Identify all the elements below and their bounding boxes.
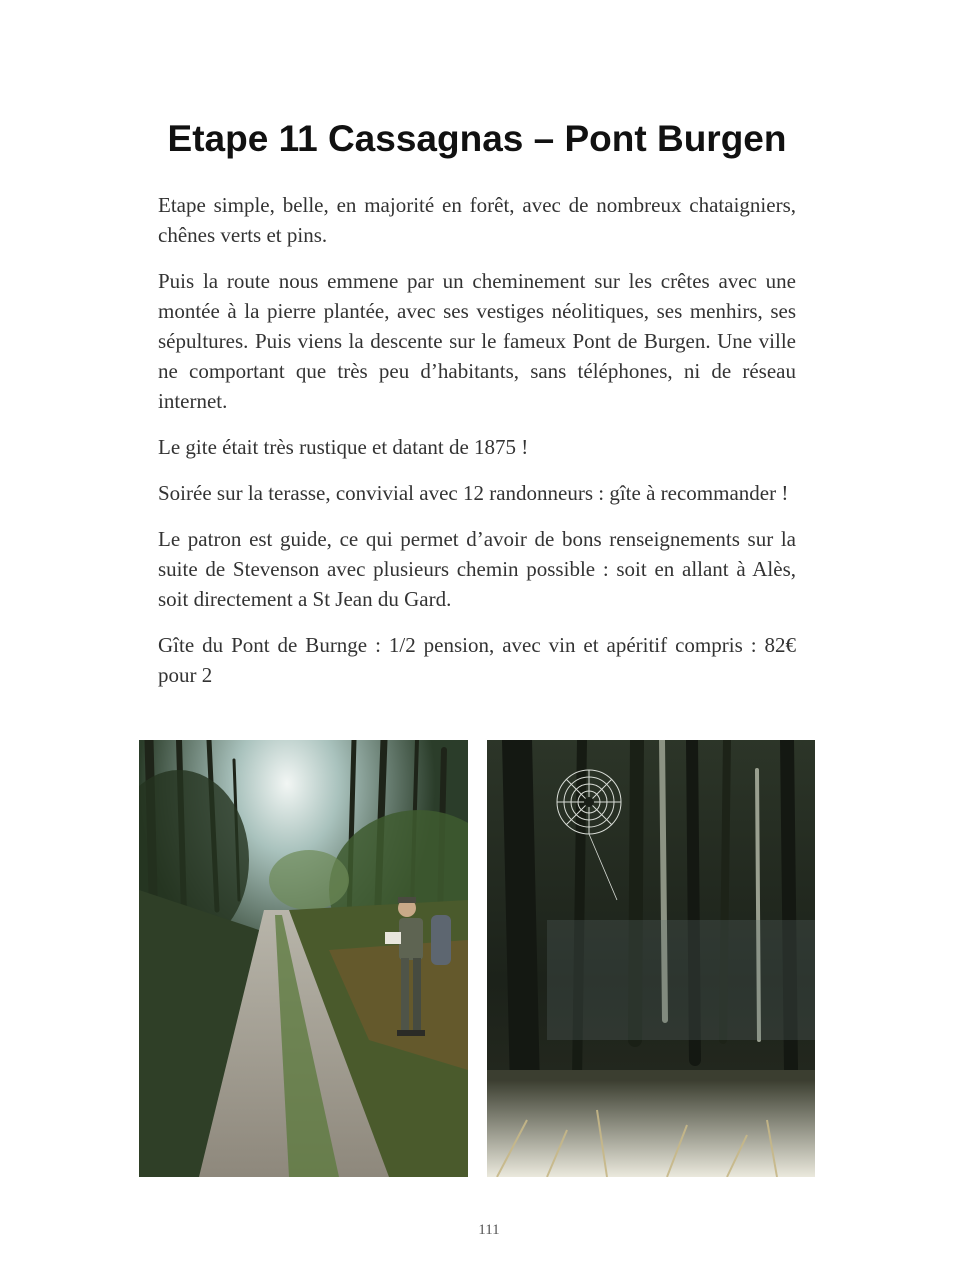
paragraph-3: Le gite était très rustique et datant de 1875 ! bbox=[158, 435, 529, 459]
paragraph-1: Etape simple, belle, en majorité en forêt, avec de nombreux chataigniers, chênes verts et pins. bbox=[158, 193, 796, 247]
paragraph-5: Le patron est guide, ce qui permet d’avoir de bons renseignements sur la suite de Stevenson avec plusieurs chemin possible : soit en allant à Alès, soit directement a St Jean du Gard. bbox=[158, 527, 796, 611]
paragraph-4: Soirée sur la terasse, convivial avec 12 randonneurs : gîte à recommander ! bbox=[158, 481, 789, 505]
photo-spider-web bbox=[487, 740, 815, 1177]
page-title: Etape 11 Cassagnas – Pont Burgen bbox=[167, 118, 787, 159]
forest-path-image bbox=[139, 740, 468, 1177]
paragraph-2: Puis la route nous emmene par un cheminement sur les crêtes avec une montée à la pierre plantée, avec ses vestiges néolitiques, ses menhirs, ses sépultures. Puis viens la descente sur le fameux Pont de Burgen. Une ville ne comportant que très peu d’habitants, sans téléphones, ni de réseau internet. bbox=[158, 269, 796, 413]
page-number: 111 bbox=[478, 1222, 500, 1238]
spider-web-image bbox=[487, 740, 815, 1177]
photo-forest-path bbox=[139, 740, 468, 1177]
paragraph-6: Gîte du Pont de Burnge : 1/2 pension, avec vin et apéritif compris : 82€ pour 2 bbox=[158, 633, 796, 687]
body-text bbox=[158, 190, 796, 706]
